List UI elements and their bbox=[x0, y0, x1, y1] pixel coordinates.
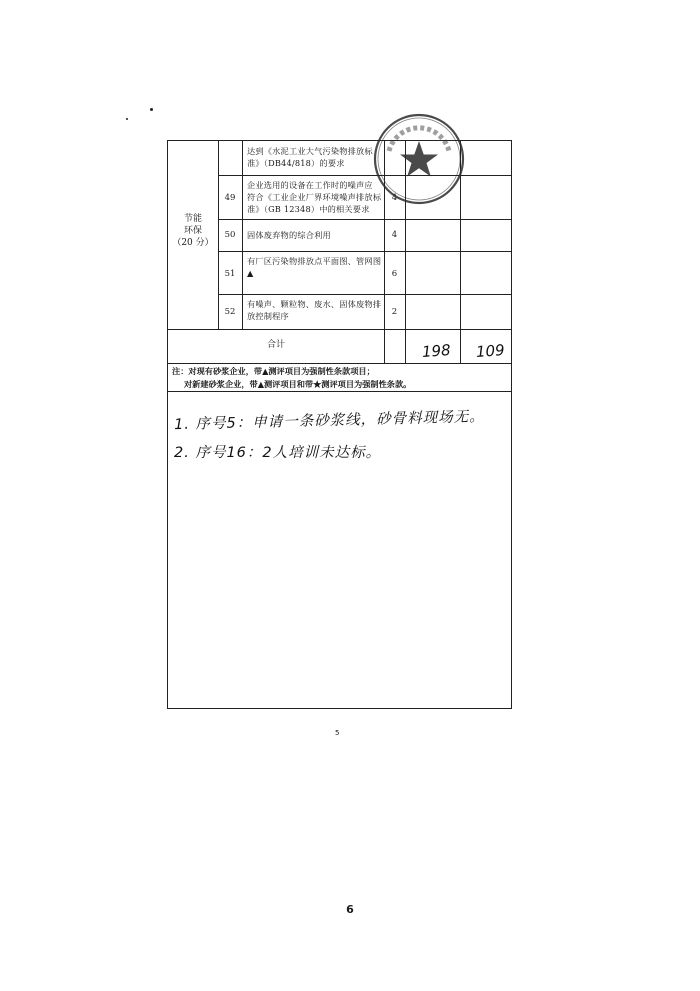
item-line: 有厂区污染物排放点平面图、管网图 bbox=[247, 256, 382, 266]
item-points: 6 bbox=[391, 269, 398, 279]
row-divider bbox=[218, 175, 511, 176]
item-text bbox=[247, 255, 381, 279]
row-divider bbox=[218, 251, 511, 252]
item-text bbox=[247, 145, 373, 169]
page-number: 6 bbox=[346, 903, 354, 916]
total-score-2: 109 bbox=[475, 341, 506, 361]
item-line: 固体废弃物的综合利用 bbox=[247, 230, 331, 240]
item-number: 49 bbox=[224, 193, 236, 203]
item-points: 4 bbox=[391, 230, 398, 240]
row-divider bbox=[218, 219, 511, 220]
handwritten-comment-2: 2. 序号16：2人培训未达标。 bbox=[174, 445, 382, 461]
official-seal-stamp bbox=[371, 111, 467, 207]
row-divider bbox=[168, 329, 511, 330]
note-line-2: 对新建砂浆企业，带▲测评项目和带★测评项目为强制性条款。 bbox=[184, 379, 412, 389]
category-label bbox=[168, 213, 218, 249]
item-text bbox=[247, 229, 331, 241]
item-number: 50 bbox=[224, 230, 236, 240]
scan-speck bbox=[150, 108, 153, 111]
category-line: （20 分） bbox=[172, 238, 214, 248]
inner-page-number: 5 bbox=[335, 729, 340, 737]
evaluation-sheet bbox=[167, 140, 512, 709]
item-line: 企业选用的设备在工作时的噪声应 bbox=[247, 180, 373, 190]
item-line: 准》（DB44/818）的要求 bbox=[247, 158, 345, 168]
item-line: 达到《水泥工业大气污染物排放标 bbox=[247, 146, 373, 156]
row-divider bbox=[218, 294, 511, 295]
item-text bbox=[247, 179, 381, 215]
item-text bbox=[247, 298, 381, 322]
row-divider bbox=[168, 391, 511, 392]
item-number: 51 bbox=[224, 269, 236, 279]
scan-speck bbox=[126, 118, 128, 120]
col-divider bbox=[242, 141, 243, 329]
item-line: 有噪声、颗粒物、废水、固体废物排 bbox=[247, 299, 382, 309]
total-label: 合计 bbox=[266, 340, 285, 350]
item-line: 放控制程序 bbox=[247, 311, 289, 321]
item-points: 4 bbox=[391, 193, 398, 203]
item-line: ▲ bbox=[247, 268, 254, 278]
item-points: 2 bbox=[391, 307, 398, 317]
category-line: 节能 bbox=[183, 214, 202, 224]
item-line: 符合《工业企业厂界环境噪声排放标 bbox=[247, 192, 382, 202]
row-divider bbox=[168, 363, 511, 364]
note-line-1: 注：对现有砂浆企业，带▲测评项目为强制性条款项目； bbox=[172, 366, 375, 376]
category-line: 环保 bbox=[183, 226, 202, 236]
item-line: 准》（GB 12348）中的相关要求 bbox=[247, 204, 370, 214]
handwritten-comment-1: 1. 序号5：申请一条砂浆线，砂骨料现场无。 bbox=[173, 408, 485, 434]
total-score-1: 198 bbox=[421, 341, 452, 361]
item-number: 52 bbox=[224, 307, 236, 317]
